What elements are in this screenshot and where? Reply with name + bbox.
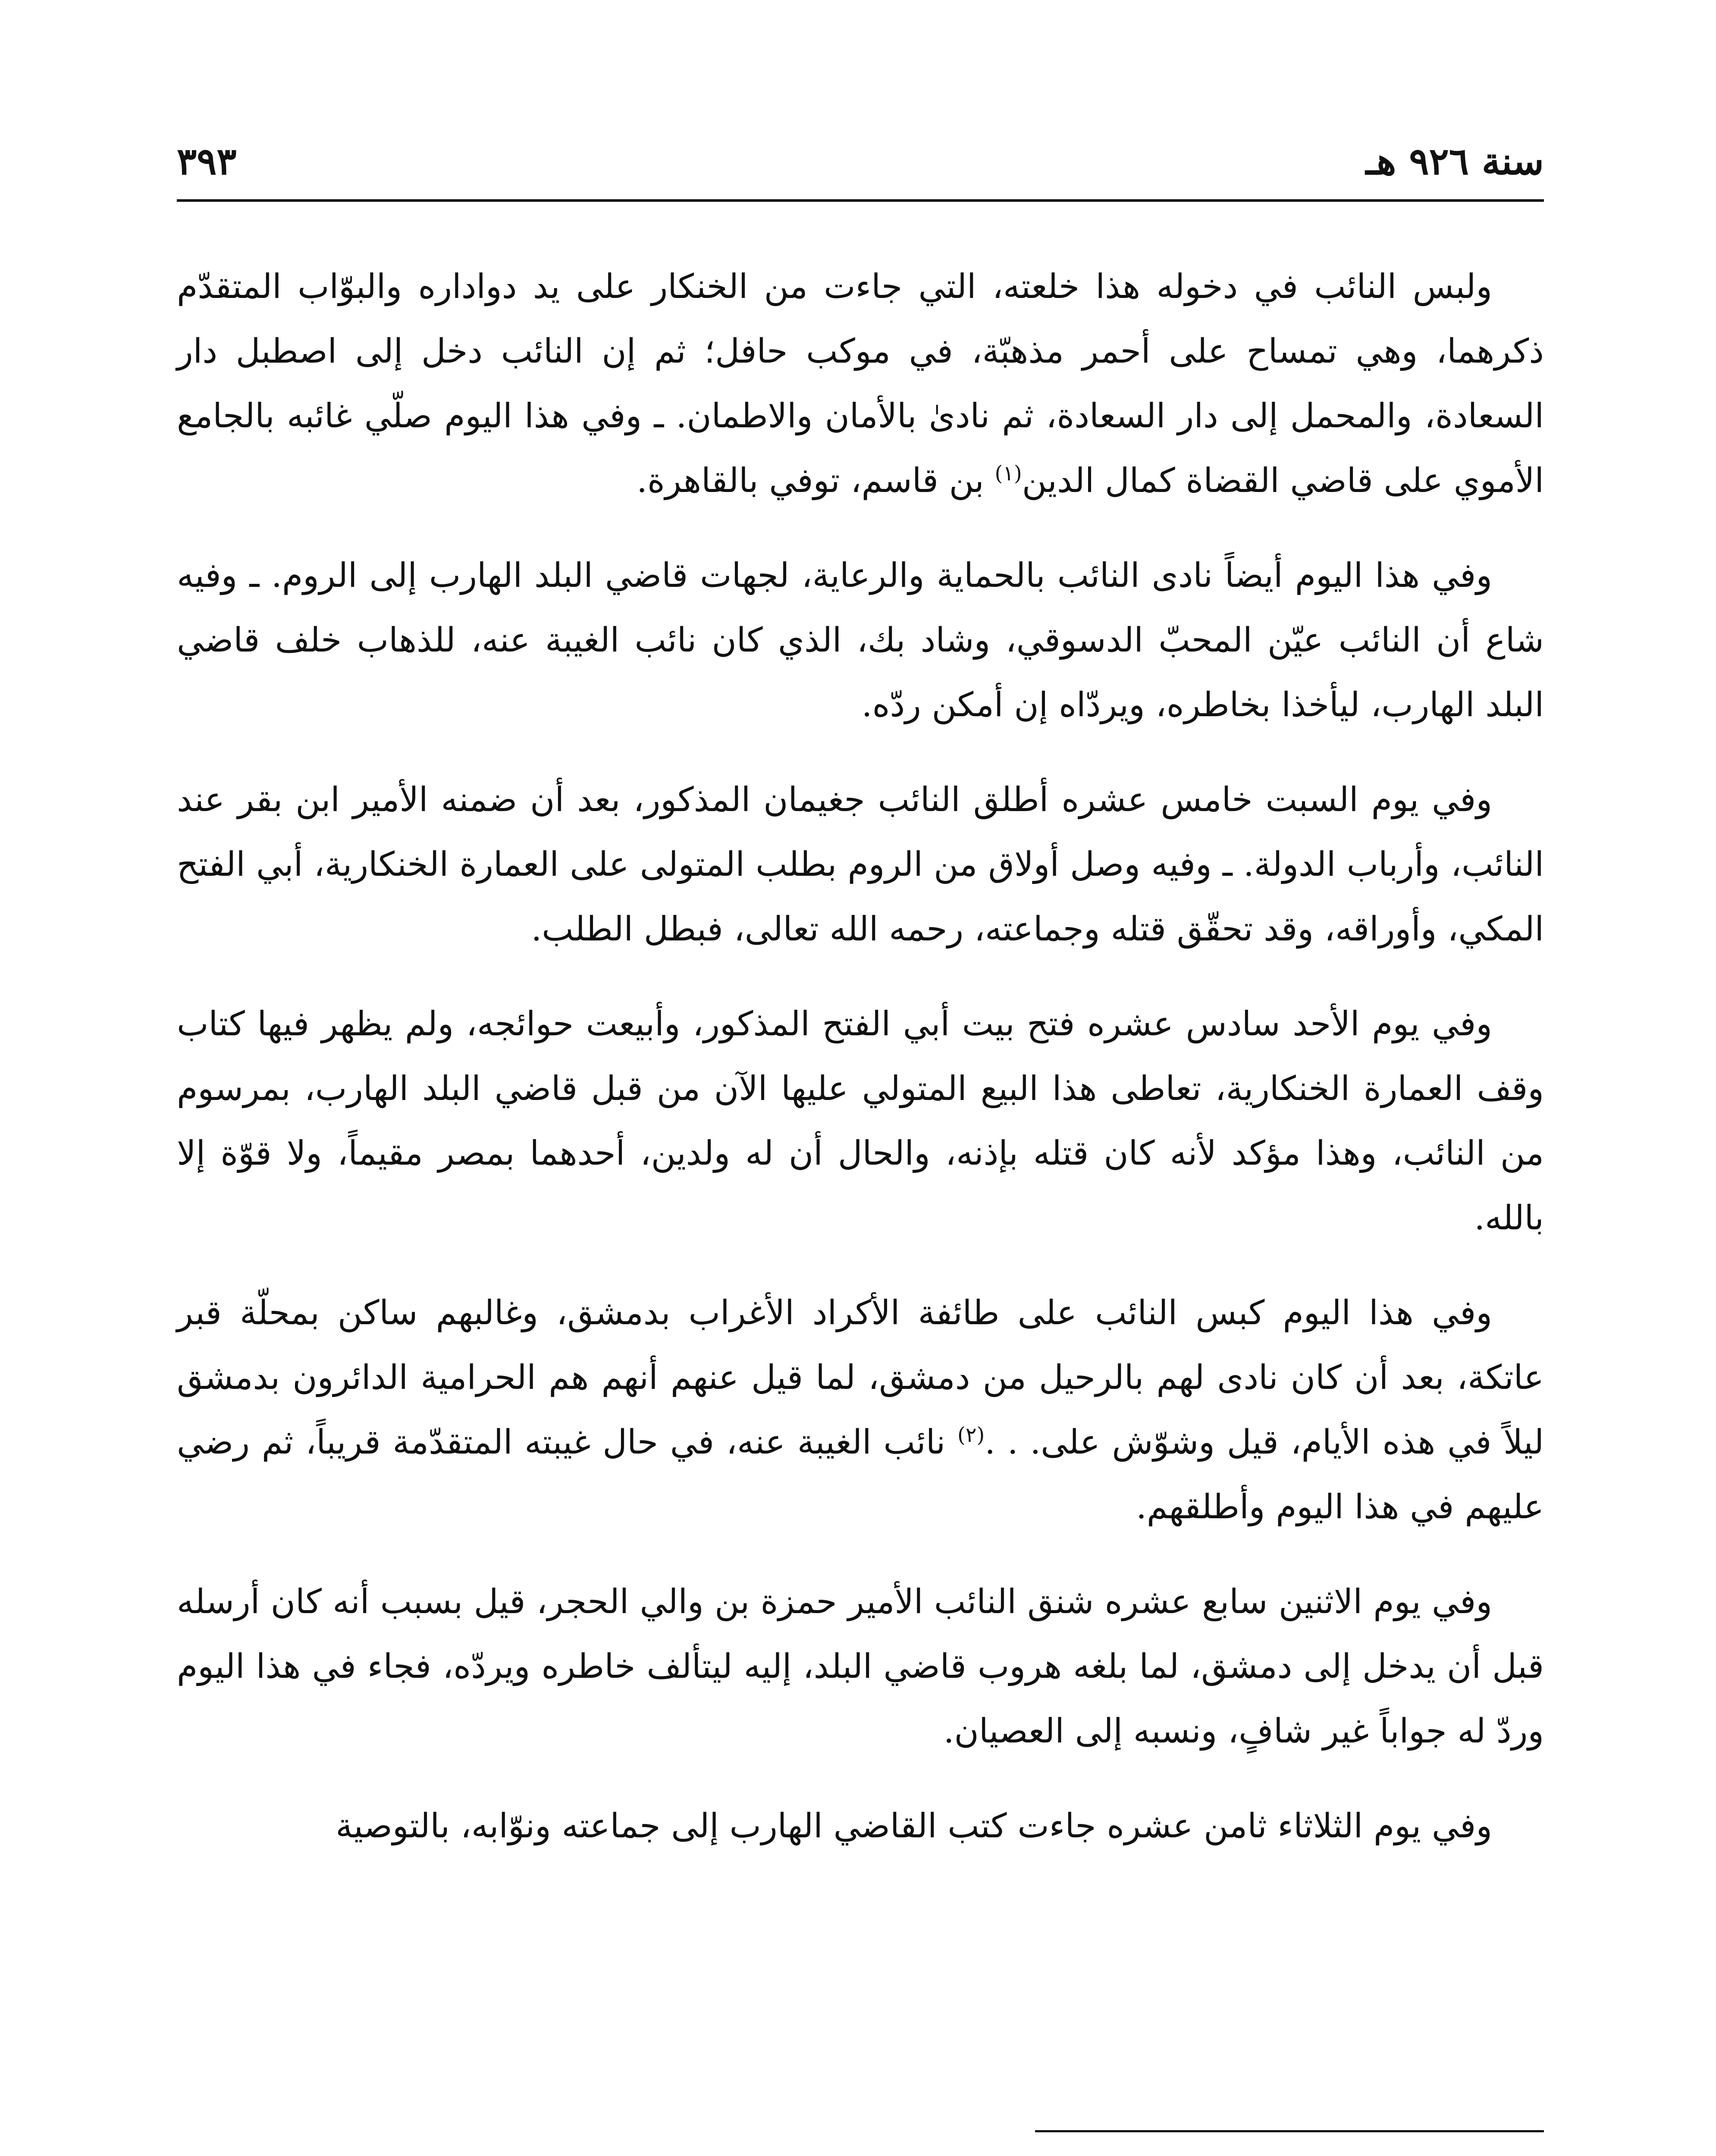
footnote-ref-2: (٢) [957,1423,985,1447]
paragraph-4: وفي يوم الأحد سادس عشره فتح بيت أبي الفتح المذكور، وأبيعت حوائجه، ولم يظهر فيها كتاب وقف العمارة الخنكارية، تعاطى هذا البيع المتولي عليها الآن من قبل قاضي البلد الهارب، بمرسوم من النائب، وهذا مؤكد لأنه كان قتله بإذنه، والحال أن له ولدين، أحدهما بمصر مقيماً، ولا قوّة إلا بالله. [177,1005,1544,1238]
page-header [177,129,1544,194]
header-rule [177,199,1544,202]
page-number: ٣٩٣ [177,140,237,183]
paragraph-6: وفي يوم الاثنين سابع عشره شنق النائب الأمير حمزة بن والي الحجر، قيل بسبب أنه كان أرسله قبل أن يدخل إلى دمشق، لما بلغه هروب قاضي البلد، إليه ليتألف خاطره ويردّه، فجاء في هذا اليوم وردّ له جواباً غير شافٍ، ونسبه إلى العصيان. [177,1583,1544,1751]
running-head: سنة ٩٢٦ هـ [1365,140,1544,183]
paragraph-7: وفي يوم الثلاثاء ثامن عشره جاءت كتب القاضي الهارب إلى جماعته ونوّابه، بالتوصية [336,1807,1492,1846]
footnote-rule [1035,2130,1544,2132]
footnote-ref-1: (١) [994,461,1022,486]
paragraph-2: وفي هذا اليوم أيضاً نادى النائب بالحماية والرعاية، لجهات قاضي البلد الهارب إلى الروم. ـ وفيه شاع أن النائب عيّن المحبّ الدسوقي، وشاد بك، الذي كان نائب الغيبة عنه، للذهاب خلف قاضي البلد الهارب، ليأخذا بخاطره، ويردّاه إن أمكن ردّه. [177,556,1544,724]
paragraph-5: وفي هذا اليوم كبس النائب على طائفة الأكراد الأغراب بدمشق، وغالبهم ساكن بمحلّة قبر عاتكة، بعد أن كان نادى لهم بالرحيل من دمشق، لما قيل عنهم أنهم هم الحرامية الدائرون بدمشق ليلاً في هذه الأيام، قيل وشوّش على. . .$^{(٢)}$ نائب الغيبة عنه، في حال غيبته المتقدّمة قريباً، ثم رضي عليهم في هذا اليوم وأطلقهم. [177,1294,1544,1526]
main-text [177,254,1544,1889]
paragraph-3: وفي يوم السبت خامس عشره أطلق النائب جغيمان المذكور، بعد أن ضمنه الأمير ابن بقر عند النائب، وأرباب الدولة. ـ وفيه وصل أولاق من الروم بطلب المتولى على العمارة الخنكارية، أبي الفتح المكي، وأوراقه، وقد تحقّق قتله وجماعته، رحمه الله تعالى، فبطل الطلب. [177,780,1544,949]
paragraph-1: ولبس النائب في دخوله هذا خلعته، التي جاءت من الخنكار على يد دواداره والبوّاب المتقدّم ذكرهما، وهي تمساح على أحمر مذهبّة، في موكب حافل؛ ثم إن النائب دخل إلى اصطبل دار السعادة، والمحمل إلى دار السعادة، ثم نادىٰ بالأمان والاطمان. ـ وفي هذا اليوم صلّي غائبه بالجامع الأموي على قاضي القضاة كمال الدين$^{(١)}$ بن قاسم، توفي بالقاهرة. [177,267,1544,500]
